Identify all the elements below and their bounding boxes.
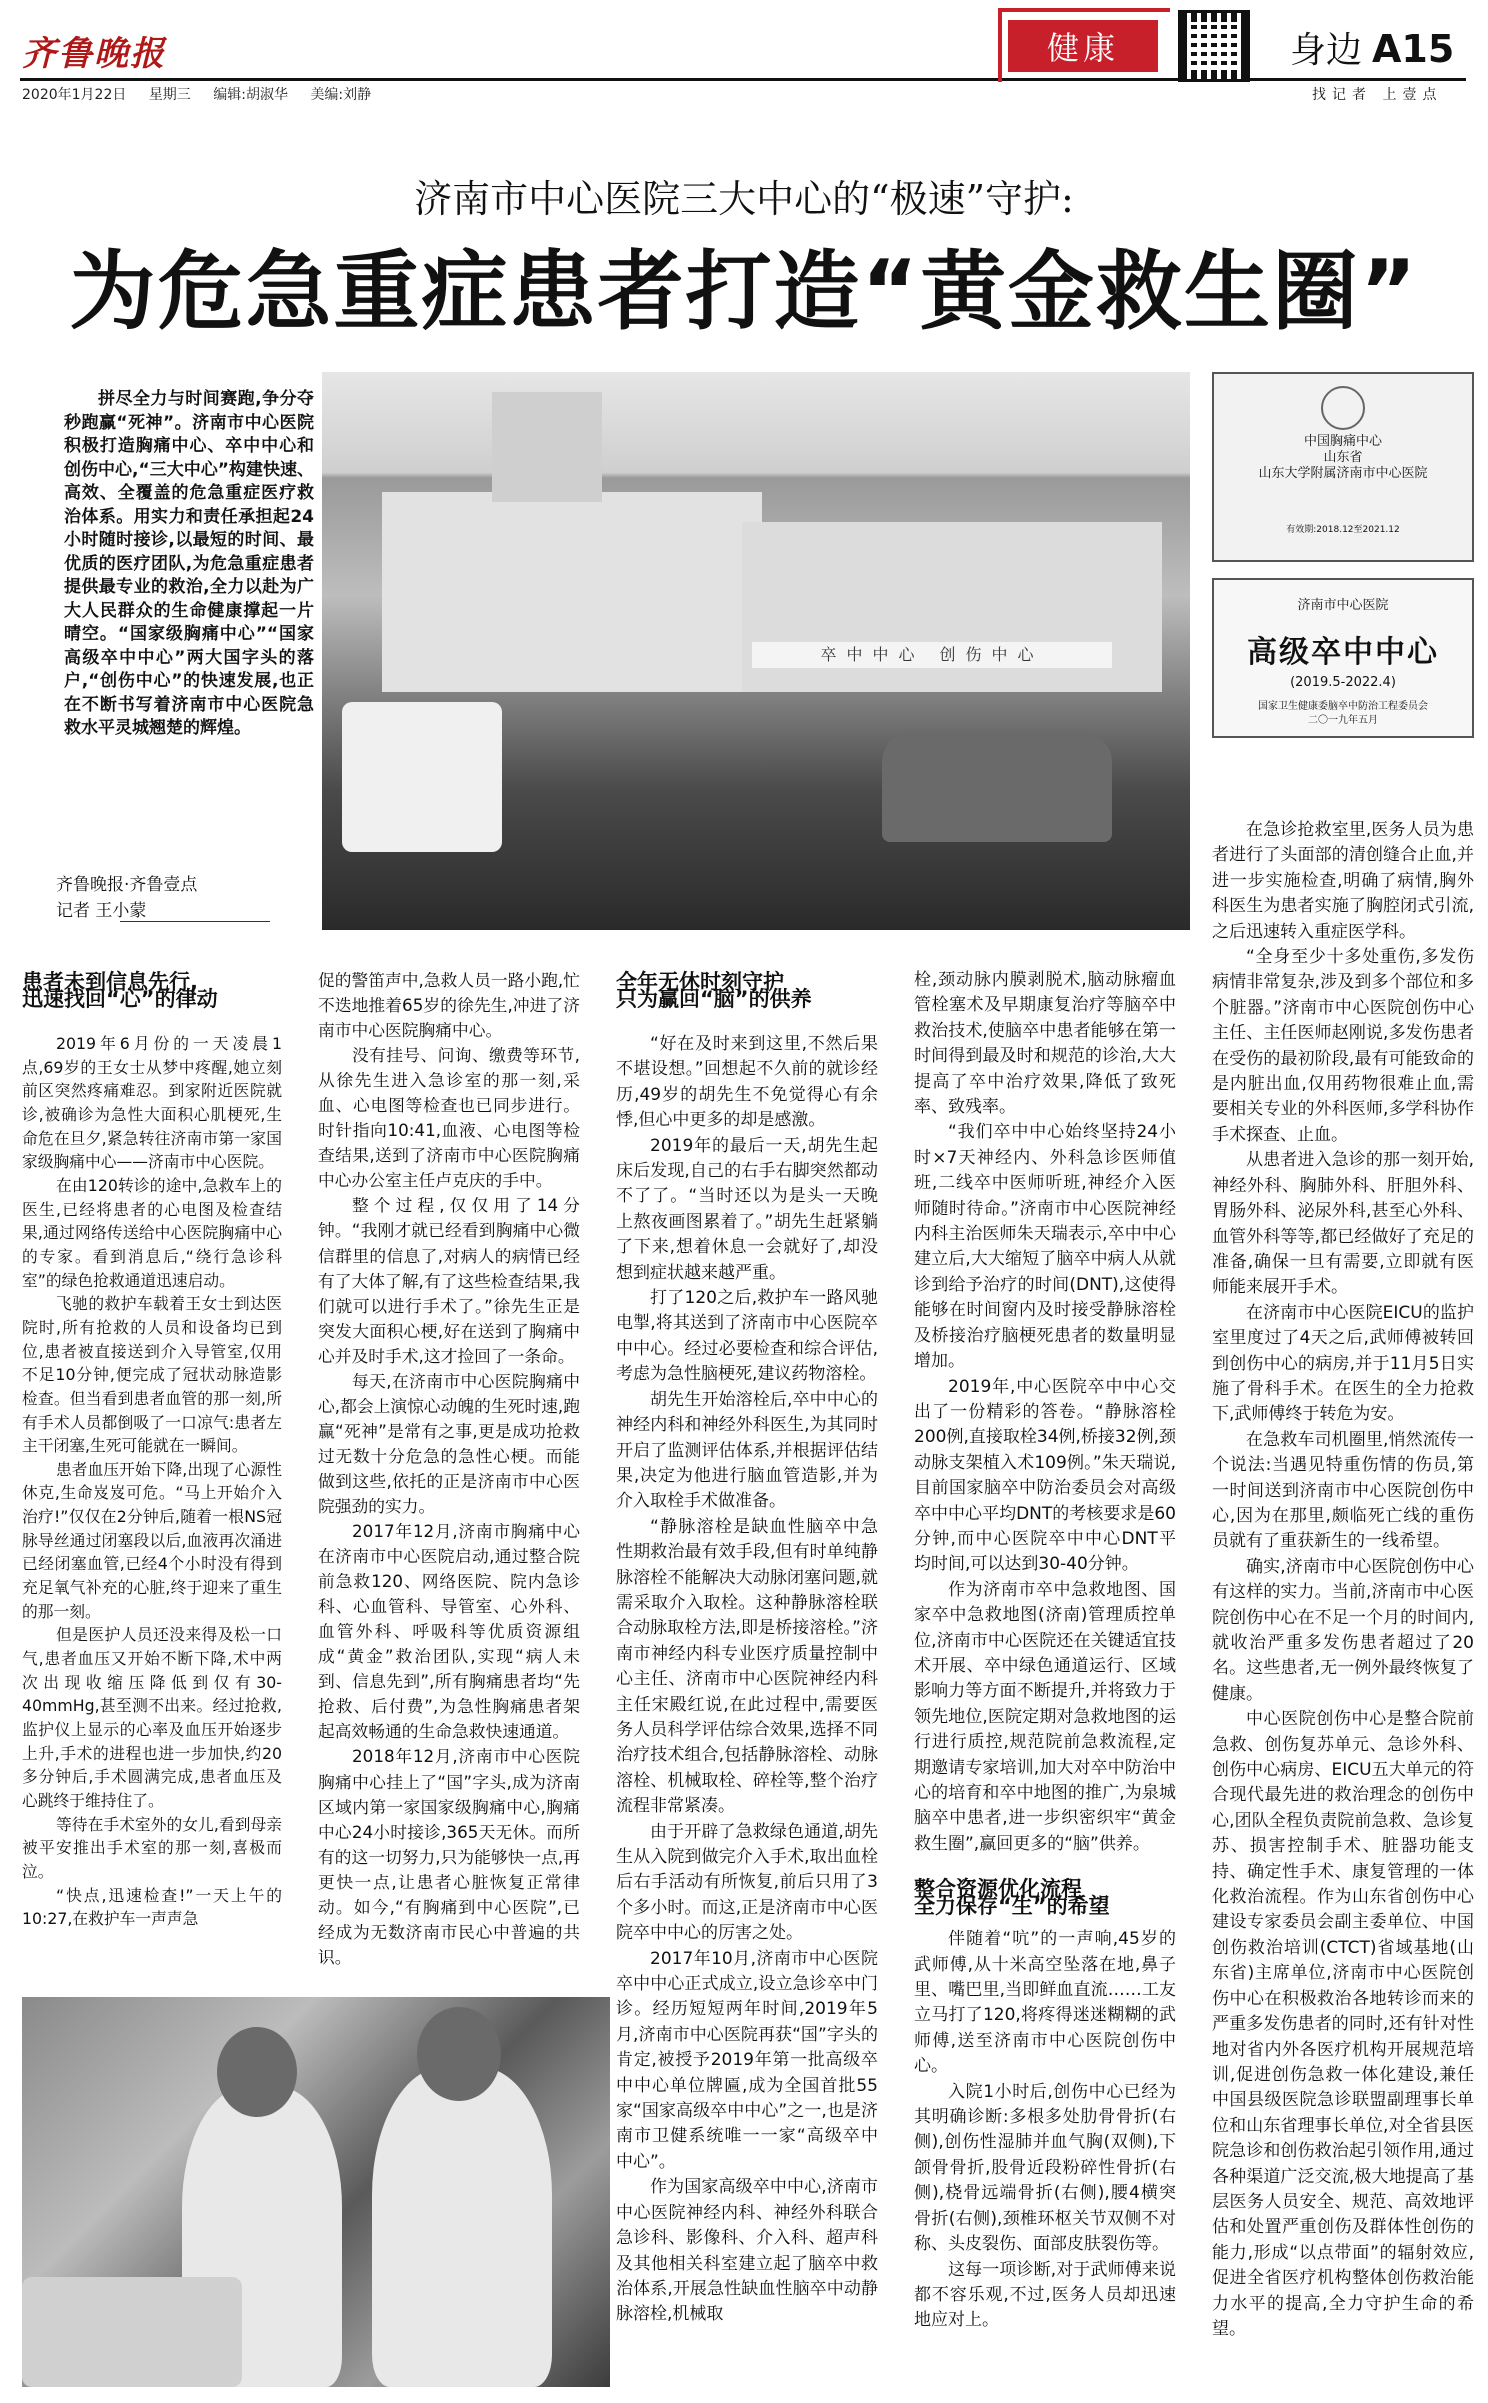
column-2 bbox=[318, 968, 580, 1970]
photo-sign: 卒中中心 创伤中心 bbox=[752, 642, 1112, 668]
col1-paragraph: “快点,迅速检查!”一天上午的10:27,在救护车一声声急 bbox=[22, 1885, 282, 1929]
subhead-life-2: 全力保存“生”的希望 bbox=[914, 1894, 1110, 1919]
header-meta bbox=[22, 84, 389, 104]
hospital-photo bbox=[322, 372, 1190, 930]
subhead-brain-1: 全年无休时刻守护 bbox=[616, 970, 784, 994]
col3-paragraph: 打了120之后,救护车一路风驰电掣,将其送到了济南市中心医院卒中中心。经过必要检查和综合评估,考虑为急性脑梗死,建议药物溶栓。 bbox=[616, 1288, 878, 1385]
col2-paragraph: 2017年12月,济南市胸痛中心在济南市中心医院启动,通过整合院前急救120、网络医院、院内急诊科、心血管科、导管室、心外科、血管外科、呼吸科等优质资源组成“黄金”救治团队,实现“病人未到、信息先到”,所有胸痛患者均“先抢救、后付费”,为急性胸痛患者架起高效畅通的生命急救快速通道。 bbox=[318, 1521, 580, 1742]
cert1-footer: 有效期:2018.12至2021.12 bbox=[1286, 525, 1400, 535]
photo-car bbox=[882, 732, 1112, 842]
col2-paragraph: 没有挂号、问询、缴费等环节,从徐先生进入急诊室的那一刻,采血、心电图等检查也已同步进行。时针指向10:41,血液、心电图等检查结果,送到了济南市中心医院胸痛中心办公室主任卢克庆的手中。 bbox=[318, 1045, 580, 1191]
subhead-heart-2: 迅速找回“心”的律动 bbox=[22, 987, 218, 1011]
qr-code-pattern bbox=[1190, 22, 1238, 70]
col3-paragraph: “静脉溶栓是缺血性脑卒中急性期救治最有效手段,但有时单纯静脉溶栓不能解决大动脉闭塞问题,就需采取介入取栓。这种静脉溶栓联合动脉取栓方法,即是桥接溶栓。”济南市神经内科专业医疗质量控制中心主任、济南市中心医院神经内科主任宋殿红说,在此过程中,需要医务人员科学评估综合效果,选择不同治疗技术组合,包括静脉溶栓、动脉溶栓、机械取栓、碎栓等,整个治疗流程非常紧凑。 bbox=[616, 1516, 878, 1817]
col1-paragraph: 等待在手术室外的女儿,看到母亲被平安推出手术室的那一刻,喜极而泣。 bbox=[22, 1814, 282, 1881]
masthead-logo: 齐鲁晚报 bbox=[22, 34, 166, 74]
designer-credit: 美编:刘静 bbox=[310, 87, 372, 103]
stroke-center-plaque bbox=[1212, 578, 1474, 738]
col4-paragraph: 伴随着“吭”的一声响,45岁的武师傅,从十米高空坠落在地,鼻子里、嘴巴里,当即鲜血直流……工友立马打了120,将疼得迷迷糊糊的武师傅,送至济南市中心医院创伤中心。 bbox=[914, 1929, 1176, 2077]
subhead-brain-2: 只为赢回“脑”的供养 bbox=[616, 987, 812, 1011]
col1-paragraph: 患者血压开始下降,出现了心源性休克,生命岌岌可危。“马上开始介入治疗!”仅仅在2分钟后,随着一根NS冠脉导丝通过闭塞段以后,血液再次涌进已经闭塞血管,已经4个小时没有得到充足氧气补充的心脏,终于迎来了重生的那一刻。 bbox=[22, 1459, 282, 1621]
col4-paragraph: “我们卒中中心始终坚持24小时×7天神经内、外科急诊医师值班,二线卒中医师听班,神经介入医师随时待命。”济南市中心医院神经内科主治医师朱天瑞表示,卒中中心建立后,大大缩短了脑卒中病人从就诊到给予治疗的时间(DNT),这使得能够在时间窗内及时接受静脉溶栓及桥接治疗脑梗死患者的数量明显增加。 bbox=[914, 1122, 1176, 1372]
cert1-line-1: 中国胸痛中心 bbox=[1303, 434, 1382, 449]
page-label bbox=[1290, 22, 1454, 73]
subhead-heart-1: 患者未到信息先行, bbox=[22, 970, 198, 994]
col4-paragraph: 入院1小时后,创伤中心已经为其明确诊断:多根多处肋骨骨折(右侧),创伤性湿肺并血气胸(双侧),下颌骨骨折,股骨近段粉碎性骨折(右侧),桡骨远端骨折(右侧),腰4横突骨折(右侧),颈椎环枢关节双侧不对称、头皮裂伤、面部皮肤裂伤等。 bbox=[914, 2081, 1176, 2255]
col5-paragraph: 确实,济南市中心医院创伤中心有这样的实力。当前,济南市中心医院创伤中心在不足一个月的时间内,就收治严重多发伤患者超过了20名。这些患者,无一例外最终恢复了健康。 bbox=[1212, 1556, 1474, 1704]
column-4 bbox=[914, 968, 1176, 2334]
col5-paragraph: 在急诊抢救室里,医务人员为患者进行了头面部的清创缝合止血,并进一步实施检查,明确了病情,胸外科医生为患者实施了胸腔闭式引流,之后迅速转入重症医学科。 bbox=[1212, 820, 1474, 942]
col3-paragraph: “好在及时来到这里,不然后果不堪设想。”回想起不久前的就诊经历,49岁的胡先生不免觉得心有余悸,但心中更多的却是感激。 bbox=[616, 1034, 878, 1131]
plaque-title: 高级卒中中心 bbox=[1247, 635, 1439, 670]
byline-rule bbox=[120, 921, 270, 922]
photo-building-left bbox=[382, 492, 762, 692]
col3-paragraph: 2019年的最后一天,胡先生起床后发现,自己的右手右脚突然都动不了了。“当时还以为是头一天晚上熬夜画图累着了。”胡先生赶紧躺了下来,想着休息一会就好了,却没想到症状越来越严重。 bbox=[616, 1135, 878, 1283]
plaque-issuer: 国家卫生健康委脑卒中防治工程委员会 bbox=[1258, 701, 1428, 712]
cert1-line-2: 山东省 bbox=[1323, 450, 1363, 465]
col5-paragraph: “全身至少十多处重伤,多发伤病情非常复杂,涉及到多个部位和多个脏器。”济南市中心医院创伤中心主任、主任医师赵刚说,多发伤患者在受伤的最初阶段,最有可能致命的是内脏出血,仅用药物很难止血,需要相关专业的外科医师,多学科协作手术探查、止血。 bbox=[1212, 947, 1474, 1145]
plaque-period: (2019.5-2022.4) bbox=[1290, 675, 1396, 690]
col3-paragraph: 胡先生开始溶栓后,卒中中心的神经内科和神经外科医生,为其同时开启了监测评估体系,并根据评估结果,决定为他进行脑血管造影,并为介入取栓手术做准备。 bbox=[616, 1389, 878, 1512]
section-tab: 健康 bbox=[1008, 20, 1158, 72]
issue-weekday: 星期三 bbox=[148, 87, 191, 103]
chest-pain-certificate bbox=[1212, 372, 1474, 562]
doctors-photo bbox=[22, 1997, 610, 2387]
cert1-line-3: 山东大学附属济南市中心医院 bbox=[1258, 466, 1428, 481]
col1-paragraph: 在由120转诊的途中,急救车上的医生,已经将患者的心电图及检查结果,通过网络传送给中心医院胸痛中心的专家。看到消息后,“绕行急诊科室”的绿色抢救通道迅速启动。 bbox=[22, 1175, 282, 1290]
headline: 为危急重症患者打造“黄金救生圈” bbox=[69, 242, 1419, 342]
col3-paragraph: 作为国家高级卒中中心,济南市中心医院神经内科、神经外科联合急诊科、影像科、介入科、超声科及其他相关科室建立起了脑卒中救治体系,开展急性缺血性脑卒中动静脉溶栓,机械取 bbox=[616, 2177, 878, 2325]
col2-paragraph: 每天,在济南市中心医院胸痛中心,都会上演惊心动魄的生死时速,跑赢“死神”是常有之事,更是成功抢救过无数十分危急的急性心梗。而能做到这些,依托的正是济南市中心医院强劲的实力。 bbox=[318, 1370, 580, 1516]
col4-paragraph: 2019年,中心医院卒中中心交出了一份精彩的答卷。“静脉溶栓200例,直接取栓34例,桥接32例,颈动脉支架植入术109例。”朱天瑞说,目前国家脑卒中防治委员会对高级卒中中心平均DNT的考核要求是60分钟,而中心医院卒中中心DNT平均时间,可以达到30-40分钟。 bbox=[914, 1376, 1176, 1575]
col5-paragraph: 从患者进入急诊的那一刻开始,神经外科、胸肺外科、肝胆外科、胃肠外科、泌尿外科,甚至心外科、血管外科等等,都已经做好了充足的准备,确保一旦有需要,立即就有医师能来展开手术。 bbox=[1212, 1150, 1474, 1298]
col4-paragraph: 作为济南市卒中急救地图、国家卒中急救地图(济南)管理质控单位,济南市中心医院还在关键适宜技术开展、卒中绿色通道运行、区域影响力等方面不断提升,并将致力于领先地位,医院定期对急救地图的运行进行质控,规范院前急救流程,定期邀请专家培训,加大对卒中防治中心的培育和卒中地图的推广,为泉城脑卒中患者,进一步织密织牢“黄金救生圈”,赢回更多的“脑”供养。 bbox=[914, 1579, 1176, 1854]
page-name: 身边 bbox=[1290, 30, 1363, 71]
col1-paragraph: 2019年6月份的一天凌晨1点,69岁的王女士从梦中疼醒,她立刻前区突然疼痛难忍。到家附近医院就诊,被确诊为急性大面积心肌梗死,生命危在旦夕,紧急转往济南市第一家国家级胸痛中心——济南市中心医院。 bbox=[22, 1034, 282, 1172]
certificate-seal-icon bbox=[1321, 386, 1365, 430]
column-1 bbox=[22, 968, 282, 1931]
col5-paragraph: 在急救车司机圈里,悄然流传一个说法:当遇见特重伤情的伤员,第一时间送到济南市中心医院创伤中心,因为在那里,颇临死亡线的重伤员就有了重获新生的一线希望。 bbox=[1212, 1429, 1474, 1552]
col2-paragraph: 促的警笛声中,急救人员一路小跑,忙不迭地推着65岁的徐先生,冲进了济南市中心医院胸痛中心。 bbox=[318, 970, 580, 1041]
doctor-figure-right bbox=[372, 2067, 552, 2387]
col5-paragraph: 在济南市中心医院EICU的监护室里度过了4天之后,武师傅被转回到创伤中心的病房,并于11月5日实施了骨科手术。在医生的全力抢救下,武师傅终于转危为安。 bbox=[1212, 1302, 1474, 1425]
subhead-life-1: 整合资源优化流程 bbox=[914, 1877, 1082, 1902]
column-3 bbox=[616, 968, 878, 2328]
photo-ambulance bbox=[342, 702, 502, 852]
column-5 bbox=[1212, 818, 1474, 2342]
plaque-date: 二〇一九年五月 bbox=[1308, 715, 1378, 726]
byline bbox=[56, 872, 306, 924]
col2-paragraph: 整个过程,仅仅用了14分钟。“我刚才就已经看到胸痛中心微信群里的信息了,对病人的病情已经有了大体了解,有了这些检查结果,我们就可以进行手术了。”徐先生正是突发大面积心梗,好在送到了胸痛中心并及时手术,这才捡回了一条命。 bbox=[318, 1195, 580, 1366]
col4-paragraph: 栓,颈动脉内膜剥脱术,脑动脉瘤血管栓塞术及早期康复治疗等脑卒中救治技术,使脑卒中患者能够在第一时间得到最及时和规范的诊治,大大提高了卒中治疗效果,降低了致死率、致残率。 bbox=[914, 970, 1176, 1118]
page-number: A15 bbox=[1372, 27, 1455, 71]
kicker-title: 济南市中心医院三大中心的“极速”守护: bbox=[414, 177, 1074, 221]
issue-date: 2020年1月22日 bbox=[22, 87, 127, 103]
col1-paragraph: 但是医护人员还没来得及松一口气,患者血压又开始不断下降,术中两次出现收缩压降低到仅有30-40mmHg,甚至测不出来。经过抢救,监护仪上显示的心率及血压开始逐步上升,手术的进程也进一步加快,约20多分钟后,手术圆满完成,患者血压及心跳终于维持住了。 bbox=[22, 1625, 282, 1810]
contact-line: 找记者 上壹点 bbox=[1312, 87, 1443, 103]
col5-paragraph: 中心医院创伤中心是整合院前急救、创伤复苏单元、急诊外科、创伤中心病房、EICU五大单元的符合现代最先进的救治理念的创伤中心,团队全程负责院前急救、急诊复苏、损害控制手术、脏器功能支持、确定性手术、康复管理的一体化救治流程。作为山东省创伤中心建设专家委员会副主委单位、中国创伤救治培训(CTCT)省域基地(山东省)主席单位,济南市中心医院创伤中心在积极救治各地转诊而来的严重多发伤患者的同时,还有针对性地对省内外各医疗机构开展规范培训,促进创伤急救一体化建设,兼任中国县级医院急诊联盟副理事长单位和山东省理事长单位,对全省县医院急诊和创伤救治起引领作用,通过各种渠道广泛交流,极大地提高了基层医务人员安全、规范、高效地评估和处置严重创伤及群体性创伤的能力,形成“以点带面”的辐射效应,促进全省医疗机构整体创伤救治能力水平的提高,全力守护生命的希望。 bbox=[1212, 1709, 1474, 2339]
doctor-head-left bbox=[217, 2027, 297, 2117]
editor-credit: 编辑:胡淑华 bbox=[213, 87, 288, 103]
col3-paragraph: 由于开辟了急救绿色通道,胡先生从入院到做完介入手术,取出血栓后右手活动有所恢复,前后只用了3个多小时。而这,正是济南市中心医院卒中中心的厉害之处。 bbox=[616, 1821, 878, 1944]
col3-paragraph: 2017年10月,济南市中心医院卒中中心正式成立,设立急诊卒中门诊。经历短短两年时间,2019年5月,济南市中心医院再获“国”字头的肯定,被授予2019年第一批高级卒中中心单位牌匾,成为全国首批55家“国家高级卒中中心”之一,也是济南市卫健系统唯一一家“高级卒中中心”。 bbox=[616, 1948, 878, 2172]
byline-reporter: 记者 王小蒙 bbox=[56, 901, 147, 921]
patient-bed bbox=[22, 2277, 242, 2387]
doctor-head-right bbox=[417, 2007, 501, 2101]
byline-source: 齐鲁晚报·齐鲁壹点 bbox=[56, 875, 198, 895]
plaque-org: 济南市中心医院 bbox=[1297, 598, 1389, 613]
intro-lead: 拼尽全力与时间赛跑,争分夺秒跑赢“死神”。济南市中心医院积极打造胸痛中心、卒中中心和创伤中心,“三大中心”构建快速、高效、全覆盖的危急重症医疗救治体系。用实力和责任承担起24小时随时接诊,以最短的时间、最优质的医疗团队,为危急重症患者提供最专业的救治,全力以赴为广大人民群众的生命健康撑起一片晴空。“国家级胸痛中心”“国家高级卒中中心”两大国字头的落户,“创伤中心”的快速发展,也正在不断书写着济南市中心医院急救水平灵城翘楚的辉煌。 bbox=[64, 389, 314, 738]
col4-paragraph: 这每一项诊断,对于武师傅来说都不容乐观,不过,医务人员却迅速地应对上。 bbox=[914, 2259, 1176, 2331]
col1-paragraph: 飞驰的救护车载着王女士到达医院时,所有抢救的人员和设备均已到位,患者被直接送到介入导管室,仅用不足10分钟,便完成了冠状动脉造影检查。但当看到患者血管的那一刻,所有手术人员都倒吸了一口凉气:患者左主干闭塞,生死可能就在一瞬间。 bbox=[22, 1294, 282, 1456]
col2-paragraph: 2018年12月,济南市中心医院胸痛中心挂上了“国”字头,成为济南区域内第一家国家级胸痛中心,胸痛中心24小时接诊,365天无休。而所有的这一切努力,只为能够快一点,再更快一点,让患者心脏恢复正常律动。如今,“有胸痛到中心医院”,已经成为无数济南市民心中普遍的共识。 bbox=[318, 1746, 580, 1967]
photo-tower bbox=[492, 392, 602, 502]
